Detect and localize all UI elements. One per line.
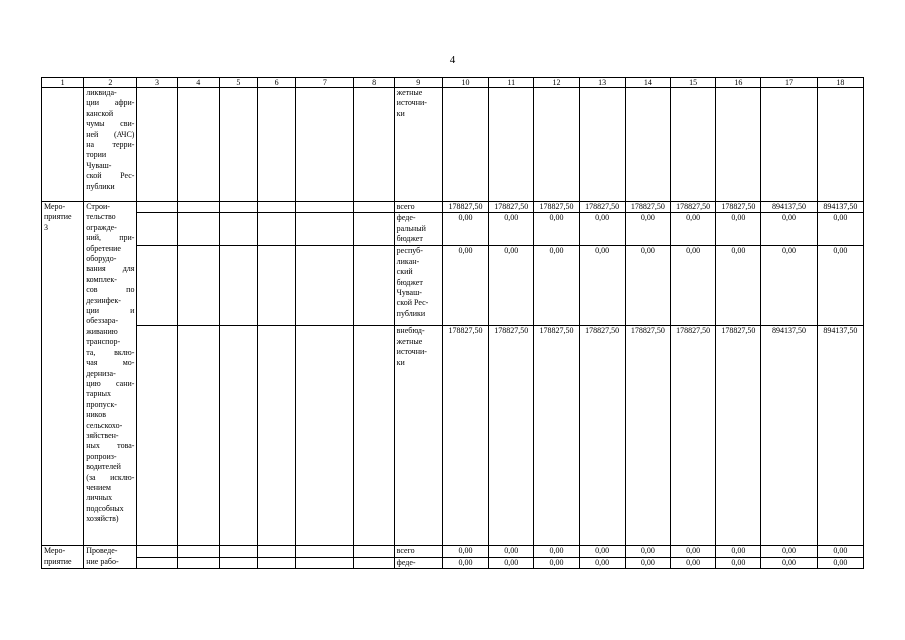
empty-cell-col-6 — [258, 546, 296, 557]
value-cell-col-10: 0,00 — [442, 213, 488, 246]
value-cell-col-12: 0,00 — [534, 557, 579, 568]
empty-cell-col-17 — [761, 88, 817, 202]
value-cell-col-18: 894137,50 — [817, 202, 863, 213]
value-cell-col-13: 0,00 — [579, 246, 625, 326]
empty-cell-col-6 — [258, 202, 296, 213]
text-line: феде- — [396, 557, 416, 567]
text-line: (за исклю- — [86, 472, 135, 482]
value-cell-col-10: 0,00 — [442, 246, 488, 326]
empty-cell-col-5 — [219, 88, 257, 202]
text-line: пропуск- — [86, 399, 117, 409]
text-line: респуб- — [396, 246, 423, 256]
text-line: Меро- — [44, 202, 66, 211]
text-line: публики — [396, 308, 426, 318]
text-line: зяйствен- — [86, 430, 119, 440]
text-line: на терри- — [86, 140, 135, 150]
value-cell-col-11: 0,00 — [489, 546, 534, 557]
empty-cell-col-8 — [354, 546, 394, 557]
value-cell-col-16: 0,00 — [716, 246, 761, 326]
header-cell-12: 12 — [534, 78, 579, 88]
measure-name-cell — [84, 546, 137, 569]
text-line: тельство — [86, 212, 116, 222]
value-cell-col-15: 0,00 — [670, 557, 715, 568]
empty-cell-col-4 — [177, 213, 219, 246]
text-line: приятие — [44, 212, 72, 222]
text-line: ции и — [86, 306, 135, 316]
text-line: транспор- — [86, 337, 121, 347]
text-line: комплек- — [86, 274, 117, 284]
value-cell-col-13: 0,00 — [579, 557, 625, 568]
empty-cell-col-8 — [354, 246, 394, 326]
text-line: подсобных — [86, 503, 124, 513]
continuation-row — [42, 88, 864, 202]
source-cell — [394, 557, 442, 568]
empty-cell-col-5 — [219, 557, 257, 568]
value-cell-col-14: 0,00 — [625, 213, 670, 246]
value-cell-col-15: 0,00 — [670, 213, 715, 246]
value-cell-col-15: 0,00 — [670, 546, 715, 557]
header-cell-8: 8 — [354, 78, 394, 88]
text-line: ции афри- — [86, 98, 135, 108]
text-line: ки — [396, 108, 405, 118]
empty-cell-col-4 — [177, 246, 219, 326]
empty-cell-col-4 — [177, 546, 219, 557]
text-line: Чуваш- — [86, 160, 112, 170]
measure-name-cell — [84, 202, 137, 546]
text-line: всего — [396, 202, 415, 211]
text-line: ропроиз- — [86, 451, 117, 461]
value-cell-col-16: 0,00 — [716, 557, 761, 568]
text-line: вания для — [86, 264, 135, 274]
header-cell-10: 10 — [442, 78, 488, 88]
label-cell — [42, 88, 84, 202]
text-line: всего — [396, 546, 415, 556]
header-cell-5: 5 — [219, 78, 257, 88]
empty-cell-col-5 — [219, 546, 257, 557]
value-cell-col-16: 178827,50 — [716, 202, 761, 213]
empty-cell-col-7 — [296, 326, 354, 546]
empty-cell-col-6 — [258, 326, 296, 546]
header-cell-11: 11 — [489, 78, 534, 88]
source-cell — [394, 88, 442, 202]
text-line: бюджет — [396, 277, 423, 287]
empty-cell-col-5 — [219, 202, 257, 213]
header-cell-1: 1 — [42, 78, 84, 88]
source-cell — [394, 213, 442, 246]
value-cell-col-11: 0,00 — [489, 557, 534, 568]
text-line: обеззара- — [86, 316, 118, 326]
text-line: бюджет — [396, 234, 423, 244]
source-cell — [394, 246, 442, 326]
value-cell-col-15: 178827,50 — [670, 326, 715, 546]
text-line: ний, при- — [86, 233, 135, 243]
text-line: живанию — [86, 326, 118, 336]
empty-cell-col-5 — [219, 326, 257, 546]
text-line: внебюд- — [396, 326, 425, 336]
value-cell-col-18: 894137,50 — [817, 326, 863, 546]
empty-cell-col-6 — [258, 213, 296, 246]
value-cell-col-18: 0,00 — [817, 246, 863, 326]
value-cell-col-10: 0,00 — [442, 546, 488, 557]
header-cell-4: 4 — [177, 78, 219, 88]
value-cell-col-13: 178827,50 — [579, 202, 625, 213]
value-cell-col-17: 0,00 — [761, 546, 817, 557]
text-line: ных това- — [86, 441, 135, 451]
value-cell-col-16: 0,00 — [716, 213, 761, 246]
text-line: источни- — [396, 347, 427, 357]
empty-cell-col-14 — [625, 88, 670, 202]
empty-cell-col-11 — [489, 88, 534, 202]
empty-cell-col-8 — [354, 202, 394, 213]
measure-label-cell — [42, 546, 84, 569]
empty-cell-col-3 — [137, 246, 177, 326]
measure4-row — [42, 546, 864, 557]
text-line: Чуваш- — [396, 288, 422, 298]
text-line: чумы сви- — [86, 119, 135, 129]
empty-cell-col-3 — [137, 202, 177, 213]
value-cell-col-14: 0,00 — [625, 557, 670, 568]
value-cell-col-17: 0,00 — [761, 213, 817, 246]
value-cell-col-18: 0,00 — [817, 557, 863, 568]
header-cell-17: 17 — [761, 78, 817, 88]
header-cell-2: 2 — [84, 78, 137, 88]
text-line: публики — [86, 181, 115, 191]
text-line: ней (АЧС) — [86, 129, 135, 139]
empty-cell-col-7 — [296, 202, 354, 213]
value-cell-col-17: 894137,50 — [761, 202, 817, 213]
value-cell-col-12: 178827,50 — [534, 326, 579, 546]
text-line: дерниза- — [86, 368, 116, 378]
text-line: ликан- — [396, 256, 420, 266]
source-cell — [394, 202, 442, 213]
text-line: 3 — [44, 222, 48, 232]
empty-cell-col-3 — [137, 326, 177, 546]
empty-cell-col-18 — [817, 88, 863, 202]
empty-cell-col-3 — [137, 546, 177, 557]
value-cell-col-14: 0,00 — [625, 546, 670, 557]
budget-table — [41, 77, 864, 569]
value-cell-col-16: 178827,50 — [716, 326, 761, 546]
header-cell-16: 16 — [716, 78, 761, 88]
text-line: чая мо- — [86, 358, 135, 368]
text-line: сельскохо- — [86, 420, 123, 430]
text-line: жетные — [396, 88, 423, 97]
measure3-row — [42, 326, 864, 546]
empty-cell-col-8 — [354, 213, 394, 246]
empty-cell-col-7 — [296, 546, 354, 557]
value-cell-col-11: 178827,50 — [489, 202, 534, 213]
value-cell-col-12: 0,00 — [534, 546, 579, 557]
text-line: дезинфек- — [86, 295, 121, 305]
text-line: канской — [86, 108, 114, 118]
text-line: обретение — [86, 243, 121, 253]
text-line: ников — [86, 410, 107, 420]
empty-cell-col-3 — [137, 213, 177, 246]
value-cell-col-11: 0,00 — [489, 213, 534, 246]
value-cell-col-17: 0,00 — [761, 246, 817, 326]
empty-cell-col-5 — [219, 213, 257, 246]
text-line: тарных — [86, 389, 112, 399]
value-cell-col-18: 0,00 — [817, 546, 863, 557]
empty-cell-col-6 — [258, 246, 296, 326]
value-cell-col-11: 178827,50 — [489, 326, 534, 546]
empty-cell-col-7 — [296, 88, 354, 202]
empty-cell-col-13 — [579, 88, 625, 202]
value-cell-col-14: 178827,50 — [625, 326, 670, 546]
text-line: ский — [396, 267, 413, 277]
value-cell-col-18: 0,00 — [817, 213, 863, 246]
measure3-row — [42, 202, 864, 213]
empty-cell-col-12 — [534, 88, 579, 202]
header-cell-6: 6 — [258, 78, 296, 88]
value-cell-col-14: 0,00 — [625, 246, 670, 326]
value-cell-col-10: 178827,50 — [442, 202, 488, 213]
text-line: ской Рес- — [396, 298, 429, 308]
empty-cell-col-8 — [354, 88, 394, 202]
value-cell-col-17: 894137,50 — [761, 326, 817, 546]
value-cell-col-11: 0,00 — [489, 246, 534, 326]
value-cell-col-12: 0,00 — [534, 246, 579, 326]
empty-cell-col-4 — [177, 557, 219, 568]
header-row — [42, 78, 864, 88]
page-number: 4 — [449, 54, 456, 66]
empty-cell-col-4 — [177, 326, 219, 546]
empty-cell-col-7 — [296, 213, 354, 246]
text-line: Проведе- — [86, 546, 118, 556]
header-cell-14: 14 — [625, 78, 670, 88]
value-cell-col-13: 0,00 — [579, 546, 625, 557]
text-line: оборудо- — [86, 254, 117, 264]
source-cell — [394, 326, 442, 546]
text-line: ской Рес- — [86, 171, 135, 181]
empty-cell-col-6 — [258, 88, 296, 202]
header-cell-9: 9 — [394, 78, 442, 88]
value-cell-col-16: 0,00 — [716, 546, 761, 557]
empty-cell-col-15 — [670, 88, 715, 202]
empty-cell-col-10 — [442, 88, 488, 202]
text-line: ральный — [396, 223, 426, 233]
value-cell-col-15: 178827,50 — [670, 202, 715, 213]
text-line: хозяйств) — [86, 514, 119, 524]
value-cell-col-17: 0,00 — [761, 557, 817, 568]
empty-cell-col-6 — [258, 557, 296, 568]
empty-cell-col-3 — [137, 88, 177, 202]
text-line: личных — [86, 493, 113, 503]
value-cell-col-15: 0,00 — [670, 246, 715, 326]
text-line: огражде- — [86, 222, 117, 232]
text-line: цию сани- — [86, 378, 135, 388]
measure-label-cell — [42, 202, 84, 546]
text-line: водителей — [86, 462, 121, 472]
value-cell-col-14: 178827,50 — [625, 202, 670, 213]
text-line: та, вклю- — [86, 347, 135, 357]
text-line: тории — [86, 150, 107, 160]
header-cell-18: 18 — [817, 78, 863, 88]
empty-cell-col-16 — [716, 88, 761, 202]
text-line: Меро- — [44, 546, 66, 556]
text-line: ние рабо- — [86, 556, 119, 566]
header-cell-3: 3 — [137, 78, 177, 88]
empty-cell-col-8 — [354, 557, 394, 568]
text-line: чением — [86, 482, 111, 492]
empty-cell-col-4 — [177, 88, 219, 202]
empty-cell-col-8 — [354, 326, 394, 546]
empty-cell-col-7 — [296, 557, 354, 568]
value-cell-col-13: 0,00 — [579, 213, 625, 246]
value-cell-col-10: 178827,50 — [442, 326, 488, 546]
text-line: ки — [396, 357, 405, 367]
empty-cell-col-5 — [219, 246, 257, 326]
empty-cell-col-4 — [177, 202, 219, 213]
text-line: источни- — [396, 98, 427, 108]
text-line: феде- — [396, 213, 416, 223]
empty-cell-col-3 — [137, 557, 177, 568]
header-cell-13: 13 — [579, 78, 625, 88]
source-cell — [394, 546, 442, 557]
text-line: приятие — [44, 556, 72, 566]
value-cell-col-10: 0,00 — [442, 557, 488, 568]
value-cell-col-13: 178827,50 — [579, 326, 625, 546]
text-line: ликвида- — [86, 88, 117, 97]
name-cell — [84, 88, 137, 202]
value-cell-col-12: 178827,50 — [534, 202, 579, 213]
empty-cell-col-7 — [296, 246, 354, 326]
measure3-row — [42, 246, 864, 326]
text-line: сов по — [86, 285, 135, 295]
value-cell-col-12: 0,00 — [534, 213, 579, 246]
header-cell-7: 7 — [296, 78, 354, 88]
text-line: жетные — [396, 336, 423, 346]
text-line: Строи- — [86, 202, 110, 211]
header-cell-15: 15 — [670, 78, 715, 88]
measure3-row — [42, 213, 864, 246]
measure4-row — [42, 557, 864, 568]
